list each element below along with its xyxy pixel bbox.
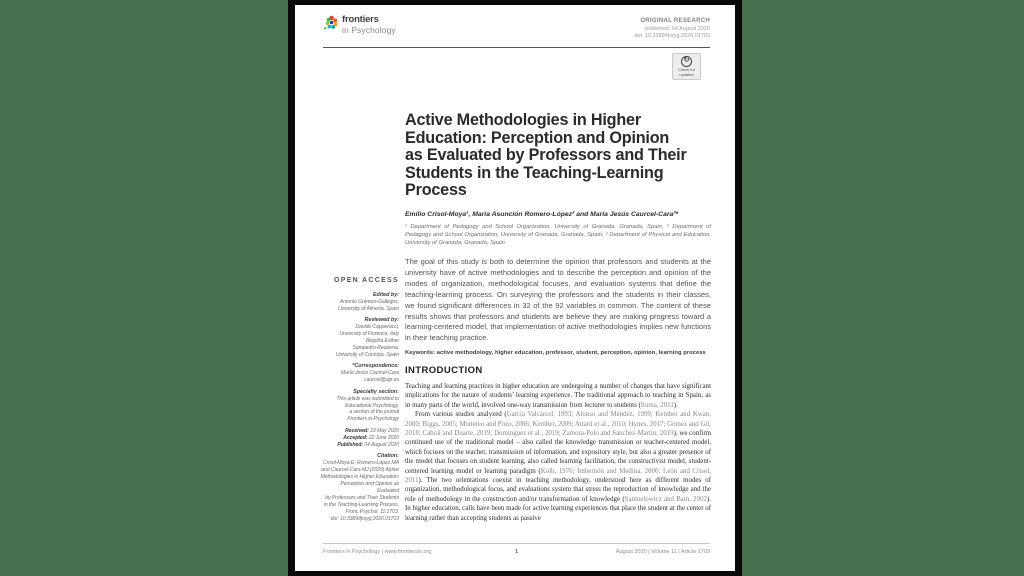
affiliations: ¹ Department of Pedagogy and School Organization, University of Granada, Granada, Spain, ² Department of Pedagogy and School Organization, University of Granada, Granada, Spain, ³ Department of Physical and Education, University of Granada, Granada, Spain	[405, 224, 711, 246]
article-type-label: ORIGINAL RESEARCH	[640, 18, 710, 24]
citation-lines: Crisol-Moya E, Romero-López MA and Caurcel-Cara MJ (2020) Active Methodologies in Higher Education: Perception and Opinion as Evaluated by Professors and Their Students in the Teaching-Learning Process. Front. Psychol. 11:1703. doi: 10.3389/fpsyg.2020.01703	[320, 460, 399, 522]
paper-page	[288, 0, 742, 576]
footer-divider	[323, 543, 710, 544]
keywords-line: Keywords: active methodology, higher education, professor, student, perception, opinion, learning process	[405, 350, 706, 356]
check-for-updates-badge[interactable]	[672, 53, 701, 80]
footer-journal-url[interactable]: Frontiers in Psychology | www.frontiersin.org	[323, 549, 432, 555]
introduction-body	[405, 382, 711, 523]
edited-by-label: Edited by:	[372, 292, 399, 298]
footer-page-number: 1	[514, 549, 519, 555]
frontiers-logo-icon	[323, 15, 339, 31]
reviewed-by-label: Reviewed by:	[364, 317, 399, 324]
journal-name: frontiers	[342, 14, 379, 25]
dates-block	[317, 428, 399, 449]
introduction-heading: INTRODUCTION	[405, 365, 483, 376]
edited-by-lines: Antonio Granero-Gallegos, University of Almería, Spain	[337, 299, 399, 312]
article-info-sidebar	[317, 277, 399, 522]
correspondence-label: *Correspondence:	[352, 363, 399, 370]
frontiers-logo-text	[342, 15, 396, 35]
article-title: Active Methodologies in Higher Education: Perception and Opinion as Evaluated by Professors and Their Students in the Teaching-Learning Process	[405, 111, 687, 200]
footer-issue-info: August 2020 | Volume 11 | Article 1703	[615, 549, 710, 555]
header-divider	[323, 47, 710, 48]
specialty-section-block	[317, 389, 399, 424]
correspondence-email[interactable]: caurcel@ugr.es	[364, 377, 399, 384]
citation-label: Citation:	[377, 453, 399, 460]
correspondence-block	[317, 363, 399, 384]
edited-by-block	[317, 292, 399, 313]
received-date: Received: 23 May 2020	[345, 427, 399, 434]
check-updates-text: Check for updates	[677, 67, 696, 77]
reviewed-by-block	[317, 317, 399, 359]
author-list: Emilio Crisol-Moya¹, María Asunción Romero-López² and María Jesús Caurcel-Cara³*	[405, 211, 679, 218]
update-arrow-icon: ↻	[681, 56, 692, 67]
open-access-label: OPEN ACCESS	[334, 277, 399, 284]
specialty-section-lines: This article was submitted to Educational Psychology, a section of the journal Frontiers in Psychology	[336, 395, 399, 423]
introduction-paragraph-2: From various studies analyzed (García Valcárcel, 1993; Alonso and Méndez, 1999; Kember and Kwan, 2000; Biggs, 2005; Monereo and Pozo, 2006; Kember, 2009; Attard et al., 2010; Hynes, 2017; Gómez and Gil, 2018; Cabral and Duarte, 2019; Dominguez et al., 2019; Zamora-Polo and Sánchez-Martín, 2019), we confirm continued use of the traditional model – also called the knowledge transmission or teacher-centered model, which focuses on the teacher, transmission of information, and expository style, but also a greater presence of the model that focuses on student learning, also called learning facilitation, the constructivist model, student-centered learning model or learning paradigm (Kolb, 1976; Imbernón and Medina, 2006; León and Crisol, 2011). The two orientations coexist in teaching methodology, understood here as different modes of organization, methodological focus, and evaluations system that stress the reproduction of knowledge and the role of methodology in the construction and/or transformation of knowledge (Samuelowicz and Bain, 2002). In higher education, calls have been made for active learning experiences that place the student at the center of learning rather than accepting students as passive	[405, 411, 711, 522]
paper-page-inner	[295, 5, 735, 571]
journal-subtitle: in Psychology	[342, 25, 396, 35]
published-date: Published: 04 August 2020	[337, 441, 399, 448]
accepted-date: Accepted: 22 June 2020	[343, 434, 399, 441]
citation-block	[317, 453, 399, 522]
introduction-paragraph-1: Teaching and learning practices in higher education are undergoing a number of changes that have significant implications for the nature of students’ learning experience. The traditional approach to teaching in Spain, as in many parts of the world, involved one-way transmission from lecturer to students (Ituma, 2011).	[405, 383, 711, 409]
publication-info	[634, 18, 710, 39]
abstract-text: The goal of this study is both to determine the opinion that professors and students at the university have of active methodologies and to describe the perception and opinion of the modes of organization, methodological focuses, and evaluation systems that define the teaching-learning process. On surveying the professors and the students in their classes, we found significant differences in 32 of the 92 variables in common. The content of these results shows that professors and students are believe they are making progress toward a learning-centered model, that implementation of active methodologies implies new functions in their teaching practice.	[405, 257, 711, 343]
reviewed-by-lines: Davide Capperucci, University of Florence, Italy Begoña Esther Sampedro-Requena, University of Córdoba, Spain	[335, 324, 399, 358]
correspondence-lines: María Jesús Caurcel-Cara	[340, 370, 399, 377]
doi-line[interactable]: doi: 10.3389/fpsyg.2020.01703	[634, 33, 710, 39]
frontiers-logo	[323, 15, 396, 35]
specialty-section-label: Specialty section:	[353, 388, 399, 395]
published-date-line: published: 04 August 2020	[645, 25, 710, 32]
